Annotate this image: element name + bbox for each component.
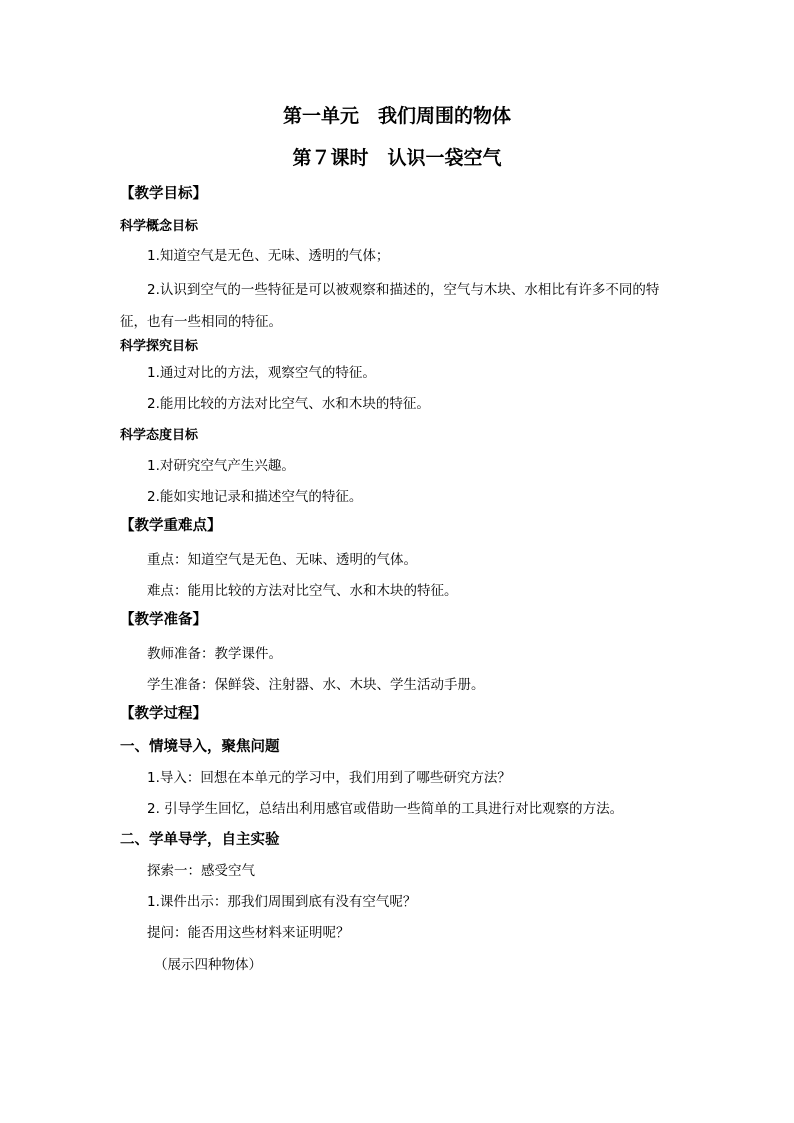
teacher-preparation: 教师准备：教学课件。 xyxy=(147,646,282,662)
objectives-heading: 【教学目标】 xyxy=(120,186,207,202)
attitude-goal-item-1: 1.对研究空气产生兴趣。 xyxy=(147,458,295,474)
process-part2-item-4: （展示四种物体） xyxy=(154,957,262,973)
preparation-heading: 【教学准备】 xyxy=(120,612,207,628)
key-points-heading: 【教学重难点】 xyxy=(120,518,222,534)
process-part2-item-2: 1.课件出示：那我们周围到底有没有空气呢？ xyxy=(147,894,417,910)
key-point: 重点：知道空气是无色、无味、透明的气体。 xyxy=(147,552,417,568)
concept-goal-item-2: 2.认识到空气的一些特征是可以被观察和描述的，空气与木块、水相比有许多不同的特征，也有一些相同的特征。 xyxy=(120,282,660,330)
unit-title: 第一单元 我们周围的物体 xyxy=(282,105,511,127)
difficult-point: 难点：能用比较的方法对比空气、水和木块的特征。 xyxy=(147,583,458,599)
concept-goal-heading: 科学概念目标 xyxy=(120,219,199,234)
attitude-goal-item-2: 2.能如实地记录和描述空气的特征。 xyxy=(147,489,363,505)
concept-goal-item-1: 1.知道空气是无色、无味、透明的气体； xyxy=(147,248,390,264)
process-part2-item-1: 探索一：感受空气 xyxy=(147,863,255,879)
process-part2-item-3: 提问：能否用这些材料来证明呢？ xyxy=(147,925,350,941)
process-part1-heading: 一、情境导入，聚焦问题 xyxy=(120,739,280,755)
inquiry-goal-item-2: 2.能用比较的方法对比空气、水和木块的特征。 xyxy=(147,396,430,412)
inquiry-goal-heading: 科学探究目标 xyxy=(120,339,199,354)
process-heading: 【教学过程】 xyxy=(120,706,207,722)
process-part1-item-2: 2. 引导学生回忆，总结出利用感官或借助一些简单的工具进行对比观察的方法。 xyxy=(147,801,624,817)
inquiry-goal-item-1: 1.通过对比的方法，观察空气的特征。 xyxy=(147,365,376,381)
process-part2-heading: 二、学单导学，自主实验 xyxy=(120,832,280,848)
lesson-title: 第７课时 认识一袋空气 xyxy=(292,147,502,169)
process-part1-item-1: 1.导入：回想在本单元的学习中，我们用到了哪些研究方法？ xyxy=(147,770,511,786)
attitude-goal-heading: 科学态度目标 xyxy=(120,428,199,443)
student-preparation: 学生准备：保鲜袋、注射器、水、木块、学生活动手册。 xyxy=(147,677,485,693)
